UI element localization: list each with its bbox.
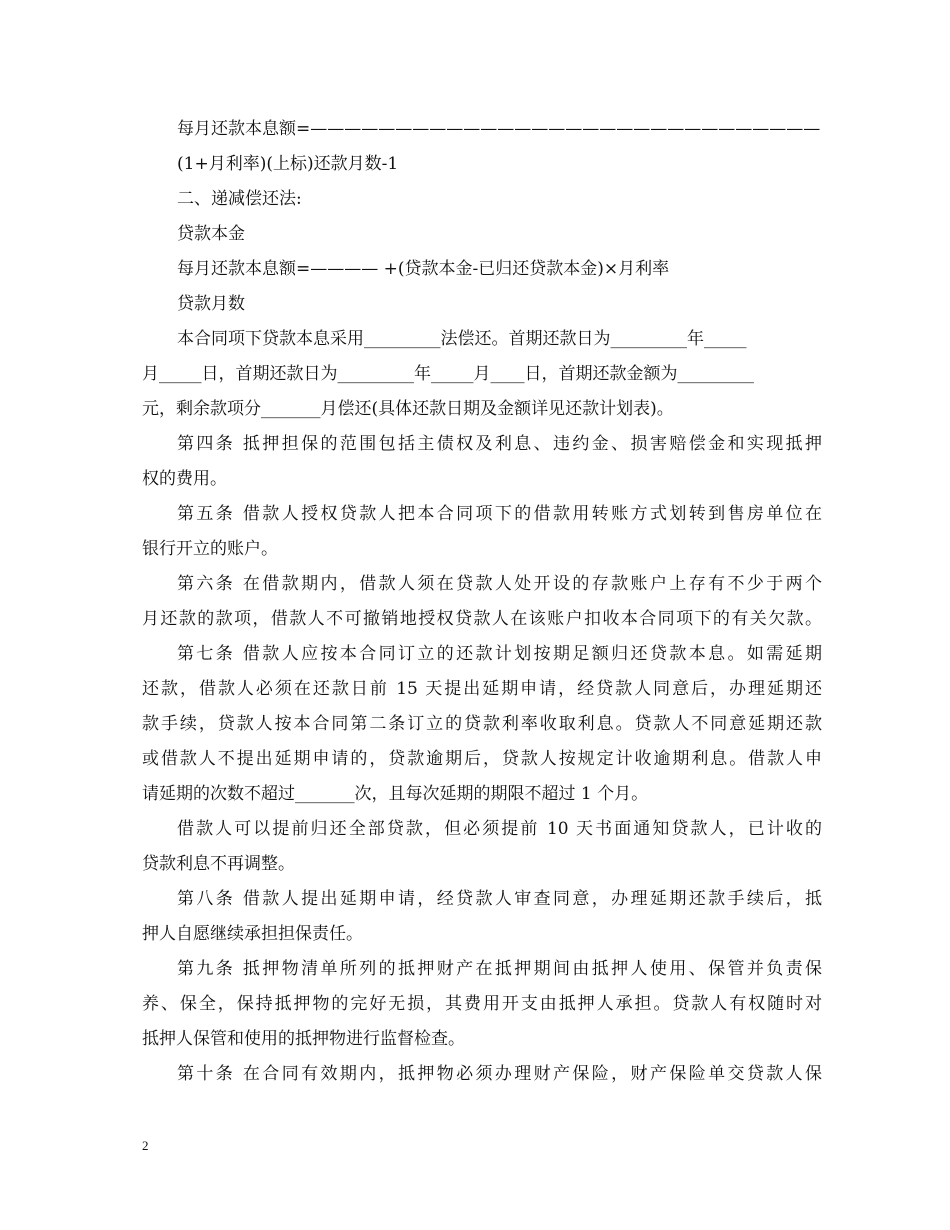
- paragraph-line: 请延期的次数不超过_______次，且每次延期的期限不超过 1 个月。: [142, 784, 649, 804]
- paragraph-line: 借款人可以提前归还全部贷款，但必须提前 10 天书面通知贷款人，已计收的: [177, 819, 822, 839]
- article-9: 第九条 抵押物清单所列的抵押财产在抵押期间由抵押人使用、保管并负责保: [177, 959, 822, 979]
- formula-line-3: 每月还款本息额=———— +(贷款本金-已归还贷款本金)×月利率: [177, 259, 670, 279]
- paragraph-line: 款手续，贷款人按本合同第二条订立的贷款利率收取利息。贷款人不同意延期还款: [142, 714, 822, 734]
- paragraph-line: 权的费用。: [142, 469, 227, 489]
- paragraph-line: 还款，借款人必须在还款日前 15 天提出延期申请，经贷款人同意后，办理延期还: [142, 679, 822, 699]
- article-10: 第十条 在合同有效期内，抵押物必须办理财产保险，财产保险单交贷款人保: [177, 1064, 822, 1084]
- paragraph-line: 本合同项下贷款本息采用_________法偿还。首期还款日为_________年_____: [177, 329, 747, 349]
- section-heading: 二、递减偿还法:: [177, 189, 302, 209]
- formula-line-2: (1+月利率)(上标)还款月数-1: [177, 154, 399, 174]
- paragraph-line: 银行开立的账户。: [142, 539, 278, 559]
- article-7: 第七条 借款人应按本合同订立的还款计划按期足额归还贷款本息。如需延期: [177, 644, 822, 664]
- page-number: 2: [142, 1138, 149, 1153]
- article-4: 第四条 抵押担保的范围包括主债权及利息、违约金、损害赔偿金和实现抵押: [177, 434, 822, 454]
- paragraph-line: 贷款利息不再调整。: [142, 854, 295, 874]
- paragraph-line: 押人自愿继续承担担保责任。: [142, 924, 363, 944]
- article-6: 第六条 在借款期内，借款人须在贷款人处开设的存款账户上存有不少于两个: [177, 574, 822, 594]
- paragraph-line: 元，剩余款项分_______月偿还(具体还款日期及金额详见还款计划表)。: [142, 399, 674, 419]
- paragraph-line: 月还款的款项，借款人不可撤销地授权贷款人在该账户扣收本合同项下的有关欠款。: [142, 609, 822, 629]
- paragraph-line: 养、保全，保持抵押物的完好无损，其费用开支由抵押人承担。贷款人有权随时对: [142, 994, 822, 1014]
- paragraph-line: 或借款人不提出延期申请的，贷款逾期后，贷款人按规定计收逾期利息。借款人申: [142, 749, 822, 769]
- formula-line-1: 每月还款本息额=——————————————————————————————: [177, 119, 821, 139]
- paragraph-line: 抵押人保管和使用的抵押物进行监督检查。: [142, 1029, 465, 1049]
- formula-numerator: 贷款本金: [177, 224, 245, 244]
- paragraph-line: 月_____日，首期还款日为_________年_____月____日，首期还款金额为_________: [142, 364, 754, 384]
- formula-denominator: 贷款月数: [177, 294, 245, 314]
- article-8: 第八条 借款人提出延期申请，经贷款人审查同意，办理延期还款手续后，抵: [177, 889, 822, 909]
- article-5: 第五条 借款人授权贷款人把本合同项下的借款用转账方式划转到售房单位在: [177, 504, 822, 524]
